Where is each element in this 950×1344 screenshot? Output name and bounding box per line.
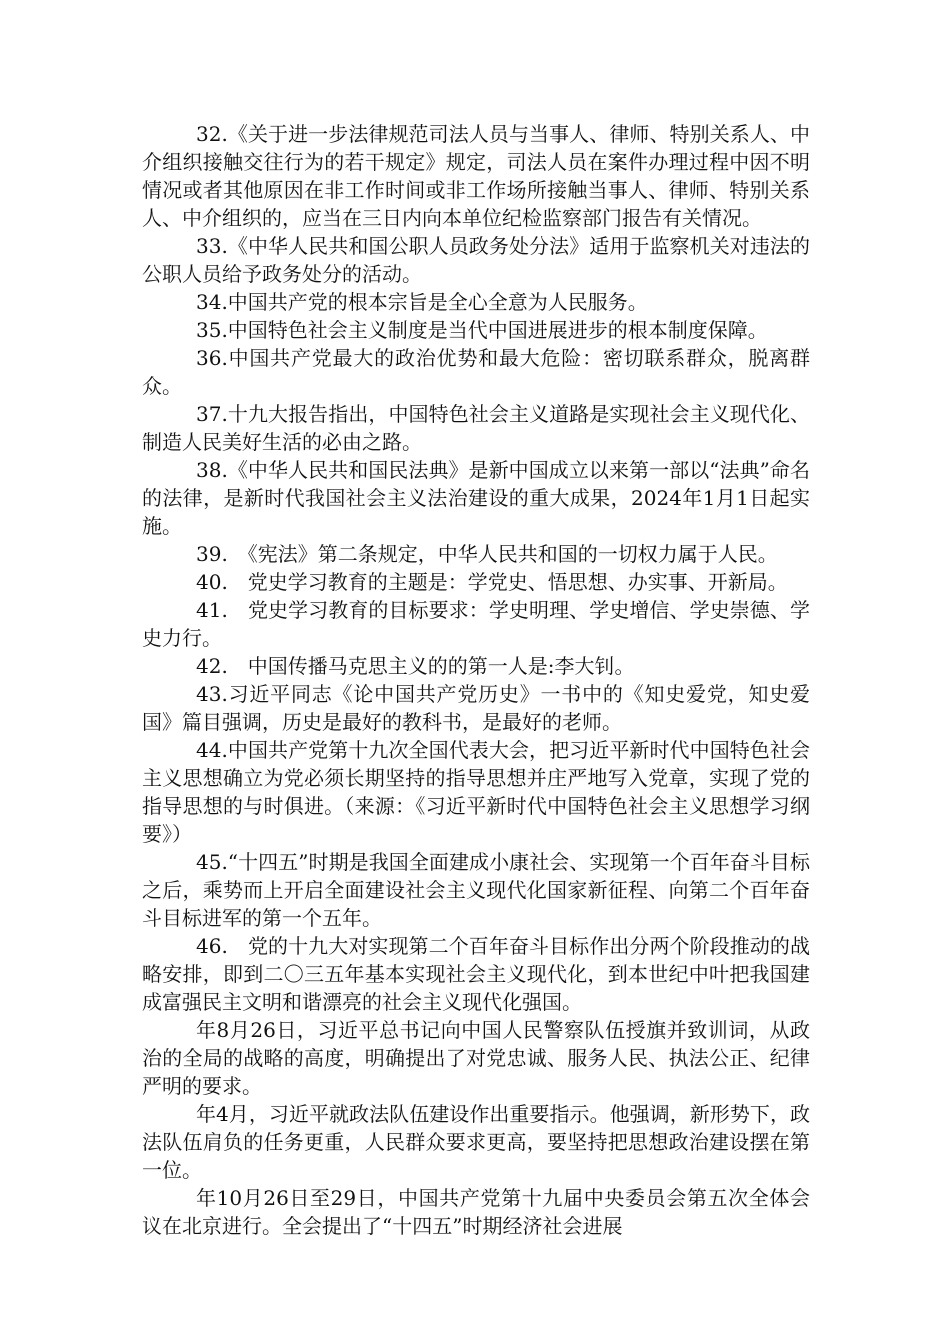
paragraph-38: 38.《中华人民共和国民法典》是新中国成立以来第一部以“法典”命名的法律，是新时代我国社会主义法治建设的重大成果，2024年1月1日起实施。	[142, 458, 810, 538]
paragraph-police-flag: 年8月26日，习近平总书记向中国人民警察队伍授旗并致训词，从政治的全局的战略的高度，明确提出了对党忠诚、服务人民、执法公正、纪律严明的要求。	[142, 1018, 810, 1098]
paragraph-44: 44.中国共产党第十九次全国代表大会，把习近平新时代中国特色社会主义思想确立为党必须长期坚持的指导思想并庄严地写入党章，实现了党的指导思想的与时俱进。（来源：《习近平新时代中国特色社会主义思想学习纲要》）	[142, 738, 810, 846]
paragraph-35: 35.中国特色社会主义制度是当代中国进展进步的根本制度保障。	[196, 318, 768, 342]
paragraph-33: 33.《中华人民共和国公职人员政务处分法》适用于监察机关对违法的公职人员给予政务处分的活动。	[142, 234, 810, 286]
paragraph-43: 43.习近平同志《论中国共产党历史》一书中的《知史爱党，知史爱国》篇目强调，历史是最好的教科书，是最好的老师。	[142, 682, 810, 734]
paragraph-37: 37.十九大报告指出，中国特色社会主义道路是实现社会主义现代化、制造人民美好生活的必由之路。	[142, 402, 810, 454]
paragraph-40: 40. 党史学习教育的主题是：学党史、悟思想、办实事、开新局。	[196, 570, 788, 594]
document-body	[142, 120, 810, 1240]
paragraph-34: 34.中国共产党的根本宗旨是全心全意为人民服务。	[196, 290, 648, 314]
paragraph-36: 36.中国共产党最大的政治优势和最大危险：密切联系群众，脱离群众。	[142, 346, 810, 398]
paragraph-32: 32.《关于进一步法律规范司法人员与当事人、律师、特别关系人、中介组织接触交往行为的若干规定》规定，司法人员在案件办理过程中因不明情况或者其他原因在非工作时间或非工作场所接触当事人、律师、特别关系人、中介组织的，应当在三日内向本单位纪检监察部门报告有关情况。	[142, 122, 810, 230]
paragraph-45: 45.“十四五”时期是我国全面建成小康社会、实现第一个百年奋斗目标之后，乘势而上开启全面建设社会主义现代化国家新征程、向第二个百年奋斗目标进军的第一个五年。	[142, 850, 810, 930]
paragraph-fifth-plenum: 年10月26日至29日，中国共产党第十九届中央委员会第五次全体会议在北京进行。全会提出了“十四五”时期经济社会进展	[142, 1186, 810, 1238]
paragraph-39: 39. 《宪法》第二条规定，中华人民共和国的一切权力属于人民。	[196, 542, 778, 566]
paragraph-46: 46. 党的十九大对实现第二个百年奋斗目标作出分两个阶段推动的战略安排，即到二〇三五年基本实现社会主义现代化，到本世纪中叶把我国建成富强民主文明和谐漂亮的社会主义现代化强国。	[142, 934, 810, 1014]
paragraph-41: 41. 党史学习教育的目标要求：学史明理、学史增信、学史崇德、学史力行。	[142, 598, 810, 650]
paragraph-political-team: 年4月，习近平就政法队伍建设作出重要指示。他强调，新形势下，政法队伍肩负的任务更重，人民群众要求更高，要坚持把思想政治建设摆在第一位。	[142, 1102, 810, 1182]
paragraph-42: 42. 中国传播马克思主义的的第一人是:李大钊。	[196, 654, 635, 678]
